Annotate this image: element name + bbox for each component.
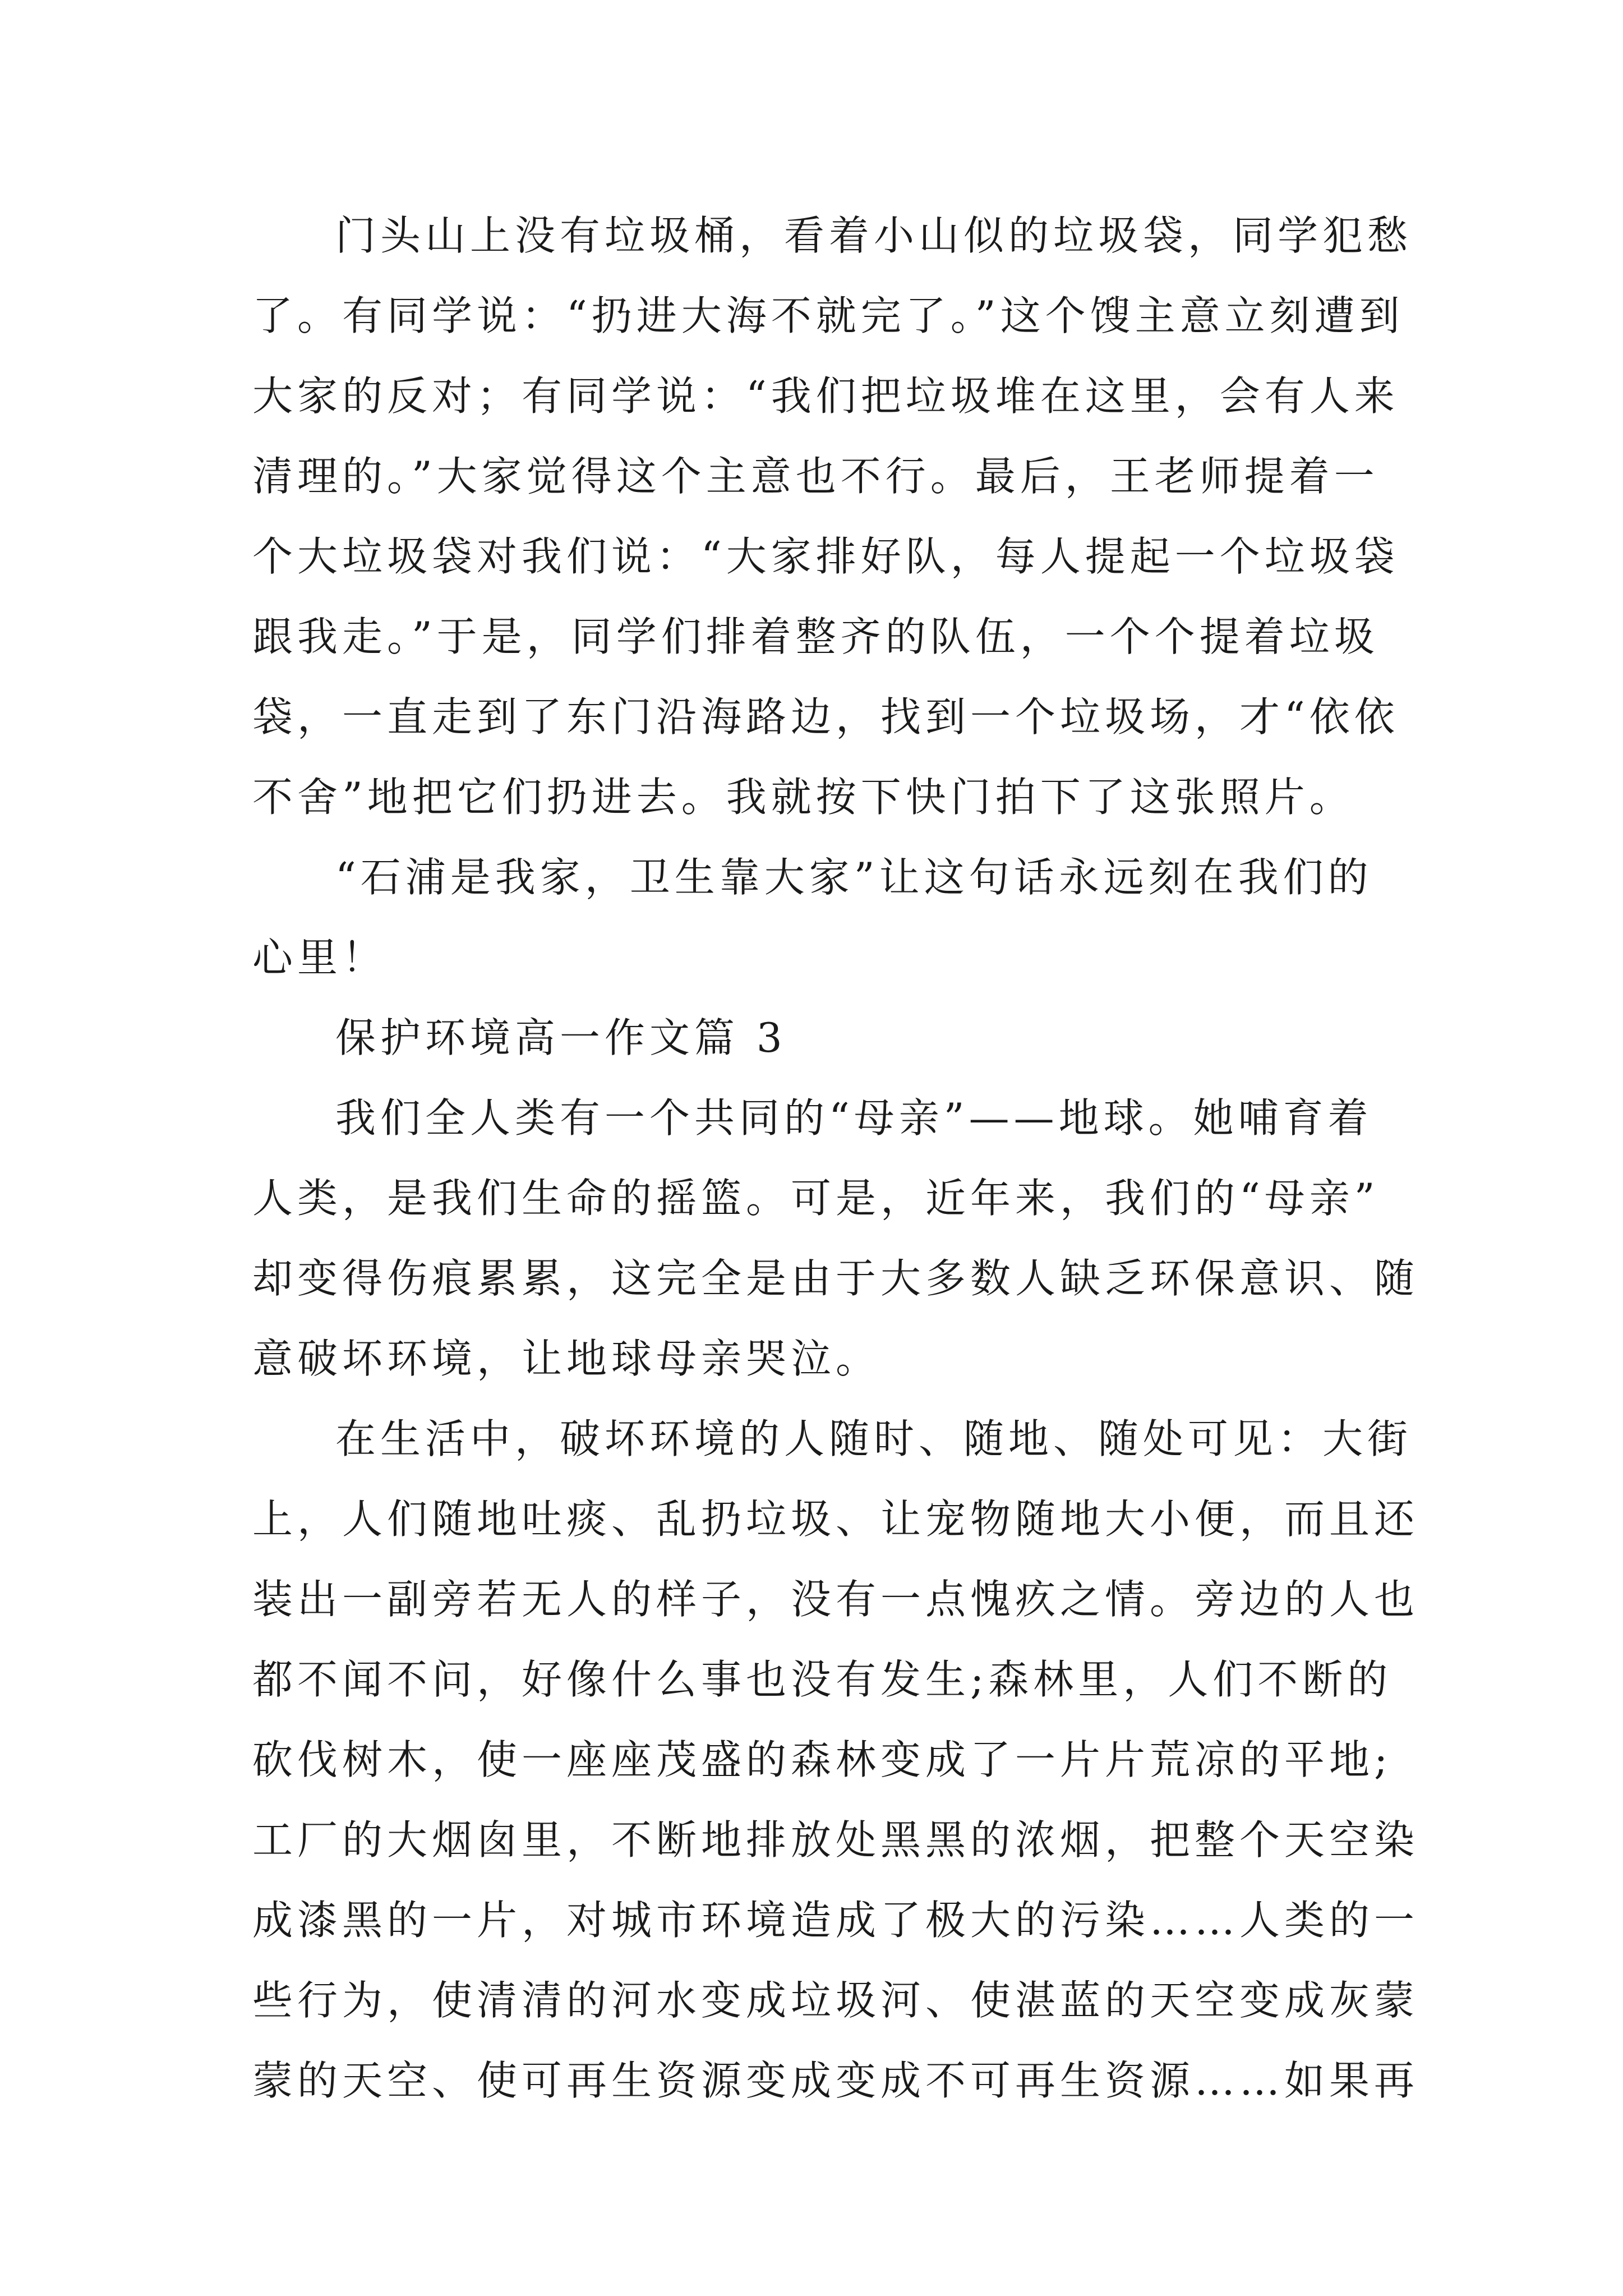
text-line: 都不闻不问，好像什么事也没有发生;森林里，人们不断的 <box>252 1656 1393 1703</box>
text-line: 个大垃圾袋对我们说：“大家排好队，每人提起一个垃圾袋 <box>252 533 1399 580</box>
text-line: 人类，是我们生命的摇篮。可是，近年来，我们的“母亲” <box>252 1175 1380 1222</box>
text-line: 工厂的大烟囱里，不断地排放处黑黑的浓烟，把整个天空染 <box>252 1816 1419 1864</box>
text-line: 门头山上没有垃圾桶，看着小山似的垃圾袋，同学犯愁 <box>335 212 1413 259</box>
text-line: 蒙的天空、使可再生资源变成变成不可再生资源……如果再 <box>252 2057 1419 2104</box>
text-line: 跟我走。”于是，同学们排着整齐的队伍，一个个提着垃圾 <box>252 613 1379 660</box>
text-line: 心里！ <box>252 934 388 981</box>
text-line: 不舍”地把它们扔进去。我就按下快门拍下了这张照片。 <box>252 774 1354 821</box>
text-line: 意破坏环境，让地球母亲哭泣。 <box>252 1335 881 1382</box>
text-line: 大家的反对；有同学说：“我们把垃圾堆在这里，会有人来 <box>252 372 1399 420</box>
text-line: 了。有同学说：“扔进大海不就完了。”这个馊主意立刻遭到 <box>252 292 1404 339</box>
text-line: “石浦是我家，卫生靠大家”让这句话永远刻在我们的 <box>335 854 1373 901</box>
text-line: 砍伐树木，使一座座茂盛的森林变成了一片片荒凉的平地; <box>252 1736 1393 1783</box>
text-line: 成漆黑的一片，对城市环境造成了极大的污染……人类的一 <box>252 1897 1419 1944</box>
text-line: 在生活中，破坏环境的人随时、随地、随处可见：大街 <box>335 1415 1413 1462</box>
section-heading: 保护环境高一作文篇 3 <box>335 1014 787 1061</box>
text-line: 上，人们随地吐痰、乱扔垃圾、让宠物随地大小便，而且还 <box>252 1496 1419 1543</box>
text-line: 却变得伤痕累累，这完全是由于大多数人缺乏环保意识、随 <box>252 1255 1419 1302</box>
text-line: 些行为，使清清的河水变成垃圾河、使湛蓝的天空变成灰蒙 <box>252 1977 1419 2024</box>
text-line: 清理的。”大家觉得这个主意也不行。最后，王老师提着一 <box>252 453 1379 500</box>
text-line: 袋，一直走到了东门沿海路边，找到一个垃圾场，才“依依 <box>252 693 1399 740</box>
text-line: 我们全人类有一个共同的“母亲”——地球。她哺育着 <box>335 1094 1373 1142</box>
text-line: 装出一副旁若无人的样子，没有一点愧疚之情。旁边的人也 <box>252 1576 1419 1623</box>
